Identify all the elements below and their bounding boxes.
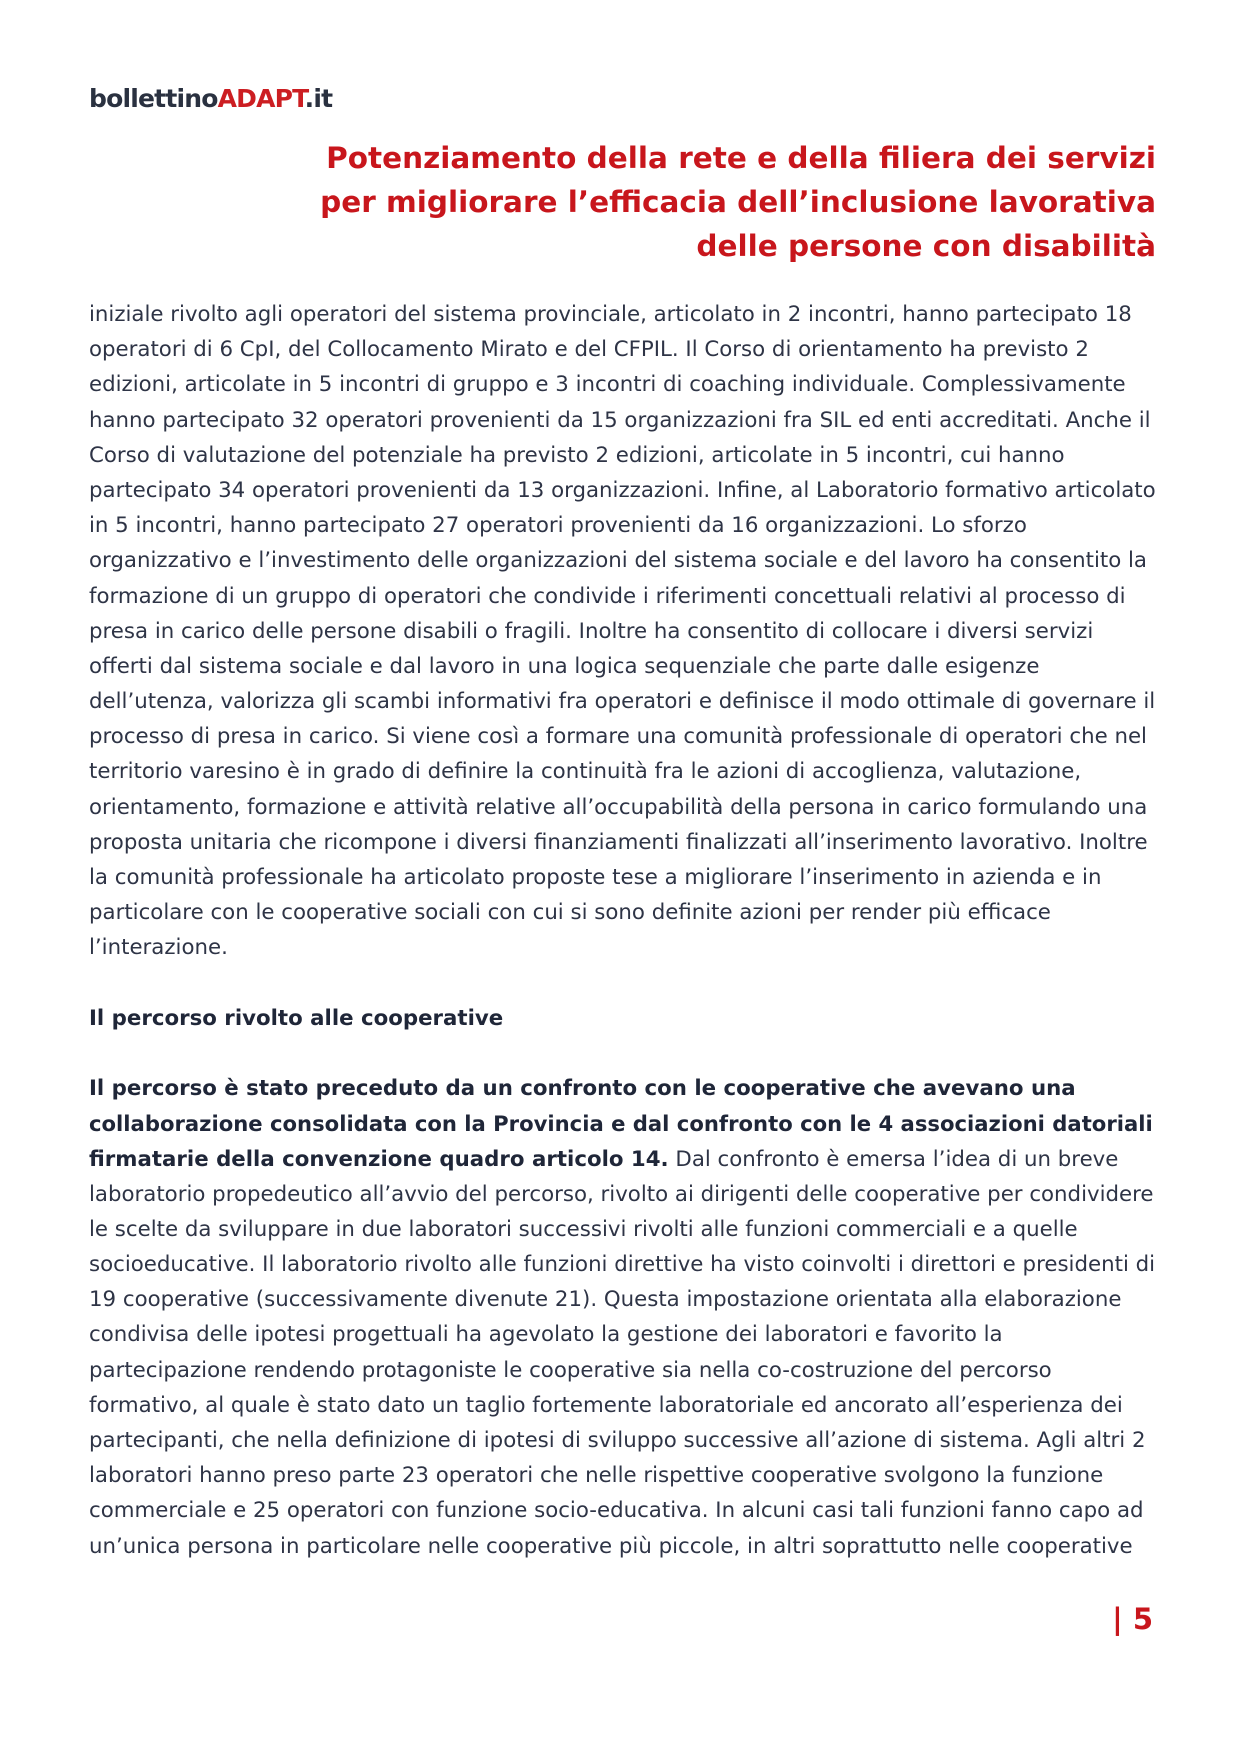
text-line: processo di presa in carico. Si viene così a formare una comunità professionale di operatori che nel <box>89 724 1147 750</box>
text-line: orientamento, formazione e attività relative all’occupabilità della persona in carico formulando una <box>89 794 1148 820</box>
text-line: laboratori hanno preso parte 23 operatori che nelle rispettive cooperative svolgono la funzione <box>89 1463 1104 1489</box>
paragraph-spacer <box>89 1036 1159 1071</box>
mixed-text-line <box>89 1142 1159 1177</box>
text-line: socioeducative. Il laboratorio rivolto alle funzioni direttive ha visto coinvolti i direttori e presidenti di <box>89 1252 1156 1278</box>
text-line: 19 cooperative (successivamente divenute 21). Questa impostazione orientata alla elaborazione <box>89 1287 1122 1313</box>
logo-text-domain: .it <box>304 84 333 113</box>
text-line: partecipato 34 operatori provenienti da 13 organizzazioni. Infine, al Laboratorio formativo articolato <box>89 477 1156 503</box>
text-line: iniziale rivolto agli operatori del sistema provinciale, articolato in 2 incontri, hanno partecipato 18 <box>89 302 1132 327</box>
text-line: in 5 incontri, hanno partecipato 27 operatori provenienti da 16 organizzazioni. Lo sforzo <box>89 513 1027 539</box>
paragraph-1 <box>89 297 1159 966</box>
text-line: l’interazione. <box>89 935 228 961</box>
text-line: partecipanti, che nella definizione di ipotesi di sviluppo successive all’azione di sistema. Agli altri 2 <box>89 1428 1146 1453</box>
text-segment: Dal confronto è emersa l’idea di un breve <box>668 1146 1119 1172</box>
title-line: delle persone con disabilità <box>696 229 1156 263</box>
title-line: per migliorare l’efficacia dell’inclusione lavorativa <box>320 185 1156 219</box>
text-line: formativo, al quale è stato dato un taglio fortemente laboratoriale ed ancorato all’esperienza dei <box>89 1392 1123 1418</box>
document-title <box>256 136 1156 268</box>
text-line: le scelte da sviluppare in due laboratori successivi rivolti alle funzioni commerciali e a quelle <box>89 1216 1078 1242</box>
section-heading: Il percorso rivolto alle cooperative <box>89 1005 504 1031</box>
logo-text-bollettino: bollettino <box>89 84 218 113</box>
paragraph-spacer <box>89 966 1159 1001</box>
text-line: proposta unitaria che ricompone i diversi finanziamenti finalizzati all’inserimento lavorativo. Inoltre <box>89 829 1148 855</box>
text-line: partecipazione rendendo protagoniste le cooperative sia nella co-costruzione del percorso <box>89 1357 1052 1383</box>
text-line: condivisa delle ipotesi progettuali ha agevolato la gestione dei laboratori e favorito la <box>89 1322 1003 1348</box>
text-line: un’unica persona in particolare nelle cooperative più piccole, in altri soprattutto nelle cooperative <box>89 1533 1133 1559</box>
text-line: operatori di 6 CpI, del Collocamento Mirato e del CFPIL. Il Corso di orientamento ha previsto 2 <box>89 337 1089 363</box>
text-line: commerciale e 25 operatori con funzione socio-educativa. In alcuni casi tali funzioni fanno capo ad <box>89 1498 1144 1524</box>
text-line: territorio varesino è in grado di definire la continuità fra le azioni di accoglienza, valutazione, <box>89 759 1082 785</box>
text-line: organizzativo e l’investimento delle organizzazioni del sistema sociale e del lavoro ha consentito la <box>89 548 1147 574</box>
text-line: edizioni, articolate in 5 incontri di gruppo e 3 incontri di coaching individuale. Complessivamente <box>89 372 1126 398</box>
paragraph-2 <box>89 1071 1159 1564</box>
page-number: | 5 <box>1112 1602 1153 1636</box>
text-line: formazione di un gruppo di operatori che condivide i riferimenti concettuali relativi al processo di <box>89 583 1126 609</box>
text-line: presa in carico delle persone disabili o fragili. Inoltre ha consentito di collocare i diversi servizi <box>89 618 1094 644</box>
text-line: laboratorio propedeutico all’avvio del percorso, rivolto ai dirigenti delle cooperative per condividere <box>89 1181 1154 1207</box>
text-line: particolare con le cooperative sociali con cui si sono definite azioni per render più efficace <box>89 900 1051 926</box>
bollettino-adapt-logo <box>89 84 332 114</box>
title-line: Potenziamento della rete e della filiera dei servizi <box>326 141 1156 175</box>
text-line: la comunità professionale ha articolato proposte tese a migliorare l’inserimento in azienda e in <box>89 865 1102 890</box>
text-line: Corso di valutazione del potenziale ha previsto 2 edizioni, articolate in 5 incontri, cui hanno <box>89 442 1065 468</box>
bold-text-line: Il percorso è stato preceduto da un confronto con le cooperative che avevano una <box>89 1076 1076 1102</box>
article-body <box>89 297 1159 1564</box>
logo-text-adapt: ADAPT <box>217 84 305 113</box>
text-line: dell’utenza, valorizza gli scambi informativi fra operatori e definisce il modo ottimale di governare il <box>89 689 1156 715</box>
text-line: offerti dal sistema sociale e dal lavoro in una logica sequenziale che parte dalle esigenze <box>89 653 1040 679</box>
text-line: hanno partecipato 32 operatori provenienti da 15 organizzazioni fra SIL ed enti accreditati. Anche il <box>89 407 1151 433</box>
bold-text-segment: firmatarie della convenzione quadro articolo 14. <box>89 1146 669 1172</box>
bold-text-line: collaborazione consolidata con la Provincia e dal confronto con le 4 associazioni datoriali <box>89 1111 1153 1137</box>
